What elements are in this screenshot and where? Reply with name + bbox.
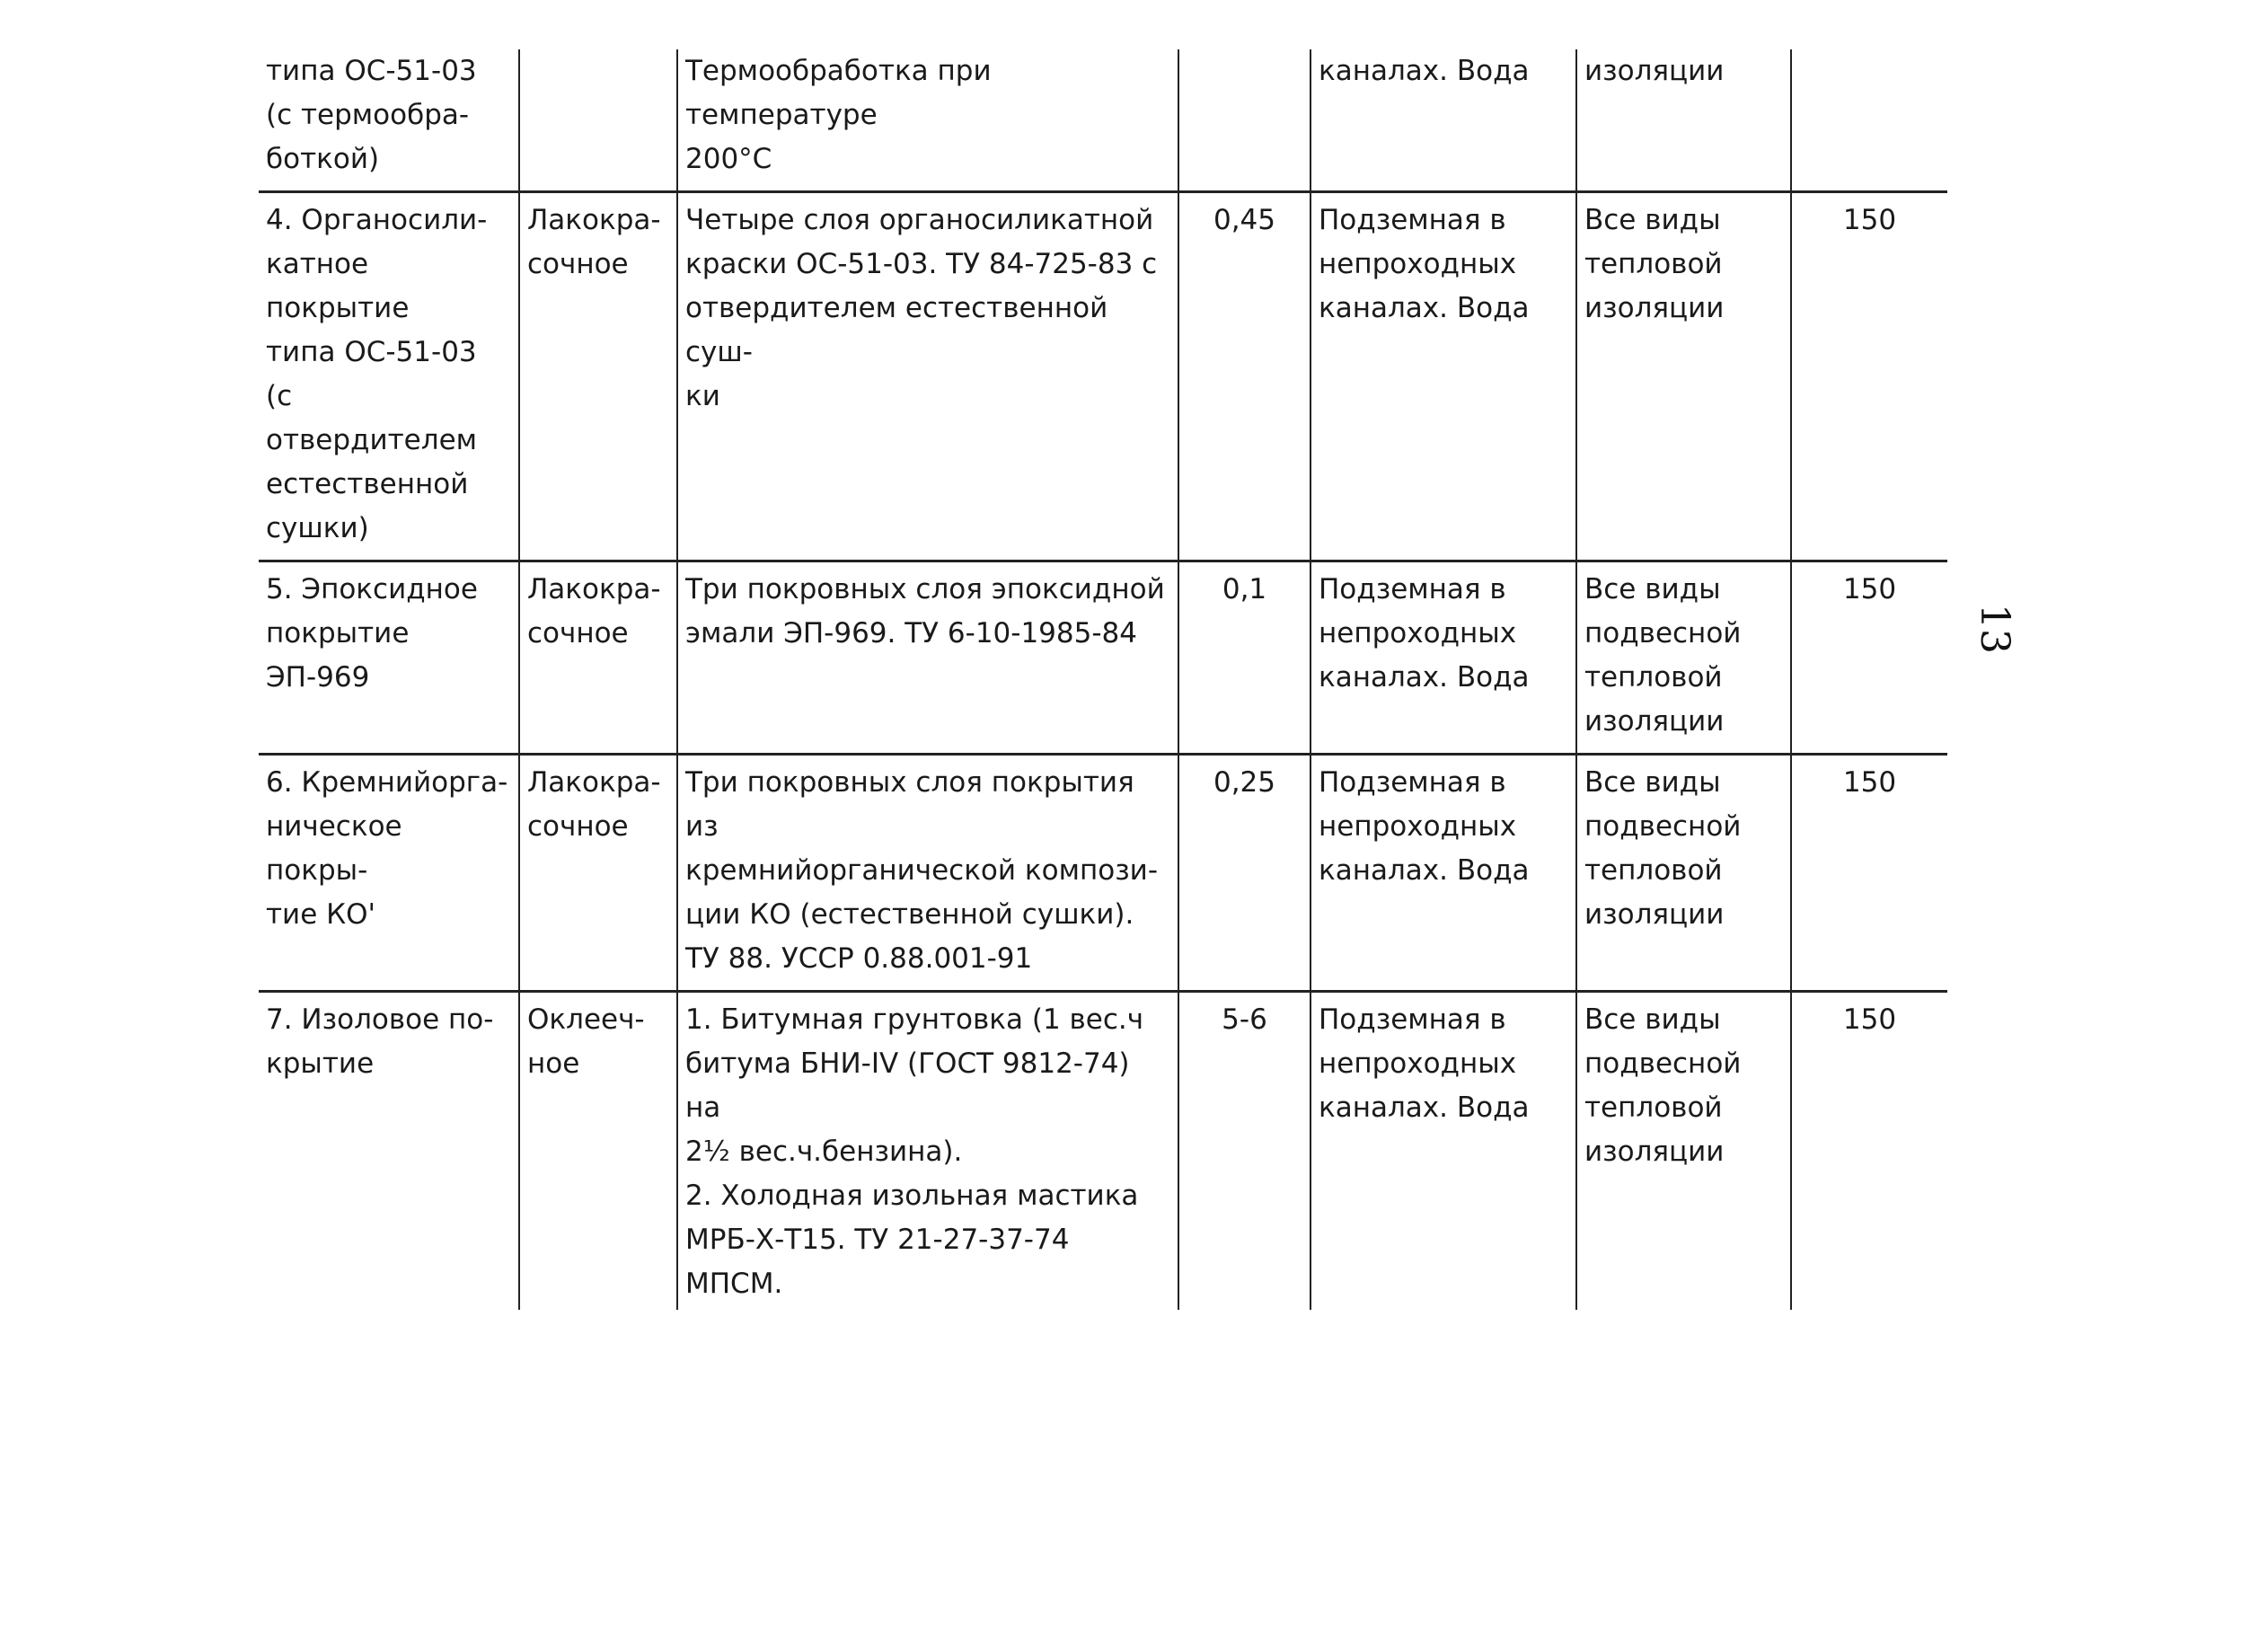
insulation-cell: Все виды тепловой изоляции	[1576, 192, 1791, 561]
insulation-cell: изоляции	[1576, 49, 1791, 192]
table-row	[259, 49, 1947, 192]
conditions-cell: Подземная в непроходных каналах. Вода	[1310, 561, 1576, 755]
coating-type-cell: Оклееч- ное	[519, 992, 677, 1311]
coating-name-cell: 7. Изоловое по- крытие	[266, 1003, 494, 1080]
temperature-cell: 150	[1791, 192, 1947, 561]
temperature-cell	[1791, 49, 1947, 192]
temperature-cell: 150	[1791, 992, 1947, 1311]
conditions-cell: каналах. Вода	[1310, 49, 1576, 192]
coating-type-cell: Лакокра- сочное	[519, 192, 677, 561]
thickness-cell: 5-6	[1178, 992, 1310, 1311]
coating-composition-cell: Три покровных слоя покрытия из кремнийорганической компози- ции КО (естественной сушки). ТУ 88. УССР 0.88.001-91	[677, 755, 1178, 992]
insulation-cell: Все виды подвесной тепловой изоляции	[1576, 992, 1791, 1311]
table-row	[259, 561, 1947, 755]
conditions-cell: Подземная в непроходных каналах. Вода	[1310, 755, 1576, 992]
coating-type-cell: Лакокра- сочное	[519, 561, 677, 755]
coating-type-cell	[519, 49, 677, 192]
coating-composition-cell: Четыре слоя органосиликатной краски ОС-51-03. ТУ 84-725-83 с отвердителем естественной суш- ки	[677, 192, 1178, 561]
thickness-cell	[1178, 49, 1310, 192]
conditions-cell: Подземная в непроходных каналах. Вода	[1310, 192, 1576, 561]
conditions-cell: Подземная в непроходных каналах. Вода	[1310, 992, 1576, 1311]
temperature-cell: 150	[1791, 755, 1947, 992]
thickness-cell: 0,25	[1178, 755, 1310, 992]
temperature-cell: 150	[1791, 561, 1947, 755]
coating-name-cell: 4. Органосили- катное покрытие типа ОС-51-03 (с отвердителем естественной сушки)	[259, 192, 519, 561]
table-row	[259, 992, 1947, 1311]
thickness-cell: 0,45	[1178, 192, 1310, 561]
coating-name-cell: 6. Кремнийорга- ническое покры- тие КО'	[259, 755, 519, 992]
page-number: 13	[1972, 604, 2017, 654]
coating-specification-table	[259, 49, 1947, 1310]
coating-composition-cell: Три покровных слоя эпоксидной эмали ЭП-969. ТУ 6-10-1985-84	[677, 561, 1178, 755]
coating-type-cell: Лакокра- сочное	[519, 755, 677, 992]
coating-composition-cell: Термообработка при температуре 200°С	[677, 49, 1178, 192]
table-row	[259, 755, 1947, 992]
table-row	[259, 192, 1947, 561]
thickness-cell: 0,1	[1178, 561, 1310, 755]
insulation-cell: Все виды подвесной тепловой изоляции	[1576, 561, 1791, 755]
coating-name-cell: 5. Эпоксидное покрытие ЭП-969	[259, 561, 519, 755]
coating-name-cell: типа ОС-51-03 (с термообра- боткой)	[259, 49, 519, 192]
coating-composition-cell: 1. Битумная грунтовка (1 вес.ч битума БНИ-IV (ГОСТ 9812-74) на 2½ вес.ч.бензина). 2. Холодная изольная мастика МРБ-Х-Т15. ТУ 21-27-37-74 МПСМ.	[677, 992, 1178, 1311]
insulation-cell: Все виды подвесной тепловой изоляции	[1576, 755, 1791, 992]
